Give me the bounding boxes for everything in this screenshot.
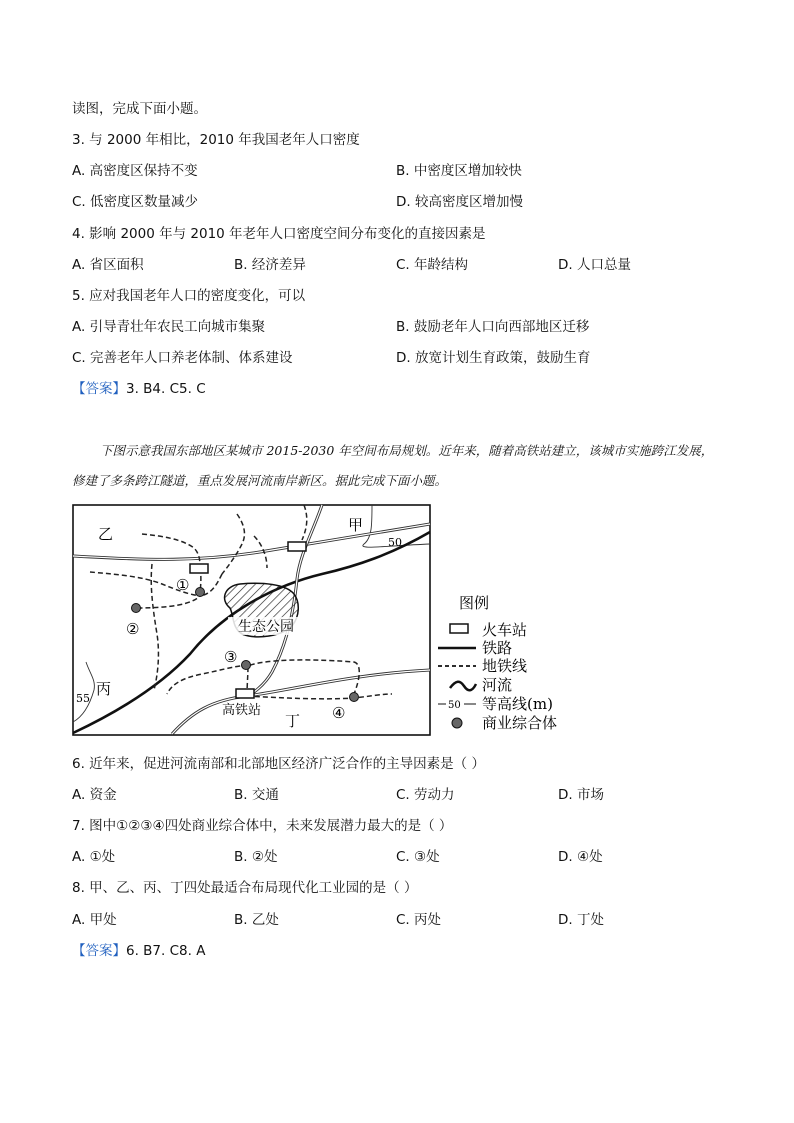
legend-river: 河流 xyxy=(482,676,513,694)
answer-text: 3. B4. C5. C xyxy=(126,381,206,397)
label-jia: 甲 xyxy=(348,516,364,534)
q8-option-a[interactable]: A. 甲处 xyxy=(72,912,117,928)
q3-option-b[interactable]: B. 中密度区增加较快 xyxy=(396,163,522,179)
q7-stem: 7. 图中①②③④四处商业综合体中，未来发展潜力最大的是（ ） xyxy=(72,818,453,834)
q8-option-d[interactable]: D. 丁处 xyxy=(558,912,604,928)
q5-stem: 5. 应对我国老年人口的密度变化，可以 xyxy=(72,288,306,304)
answer-block-1 xyxy=(72,380,206,398)
q8-option-b[interactable]: B. 乙处 xyxy=(234,912,279,928)
hsr-label: 高铁站 xyxy=(222,703,262,718)
q5-option-c[interactable]: C. 完善老年人口养老体制、体系建设 xyxy=(72,350,293,366)
marker-1: ① xyxy=(176,576,190,594)
q7-option-c[interactable]: C. ③处 xyxy=(396,849,440,865)
answer-tag: 【答案】 xyxy=(72,943,126,959)
marker-3: ③ xyxy=(224,648,238,666)
city-layout-map xyxy=(72,504,572,740)
commercial-complex-4 xyxy=(350,693,359,702)
legend-title: 图例 xyxy=(459,594,490,612)
label-yi: 乙 xyxy=(98,525,114,543)
answer-text: 6. B7. C8. A xyxy=(126,943,206,959)
contour-label-50: 50 xyxy=(388,536,402,549)
q3-stem: 3. 与 2000 年相比，2010 年我国老年人口密度 xyxy=(72,132,360,148)
label-bing: 丙 xyxy=(96,680,112,698)
q4-option-d[interactable]: D. 人口总量 xyxy=(558,257,631,273)
legend-contour: 等高线(m) xyxy=(482,695,553,713)
legend-subway: 地铁线 xyxy=(482,657,528,675)
label-ding: 丁 xyxy=(285,712,301,730)
contour-label-55: 55 xyxy=(76,692,90,705)
marker-4: ④ xyxy=(332,704,346,722)
intro-text: 读图，完成下面小题。 xyxy=(72,101,207,117)
hsr-station xyxy=(236,689,254,698)
q7-option-d[interactable]: D. ④处 xyxy=(558,849,603,865)
passage xyxy=(72,436,722,496)
q8-option-c[interactable]: C. 丙处 xyxy=(396,912,442,928)
q6-option-a[interactable]: A. 资金 xyxy=(72,787,117,803)
eco-park-label: 生态公园 xyxy=(238,619,294,635)
q6-stem: 6. 近年来，促进河流南部和北部地区经济广泛合作的主导因素是（ ） xyxy=(72,756,485,772)
map-legend xyxy=(438,594,557,732)
q5-option-a[interactable]: A. 引导青壮年农民工向城市集聚 xyxy=(72,319,266,335)
commercial-complex-1 xyxy=(196,588,205,597)
legend-railway: 铁路 xyxy=(482,639,513,657)
q7-option-a[interactable]: A. ①处 xyxy=(72,849,116,865)
legend-contour-sample: 50 xyxy=(448,700,461,711)
q8-stem: 8. 甲、乙、丙、丁四处最适合布局现代化工业园的是（ ） xyxy=(72,880,418,896)
q4-option-c[interactable]: C. 年龄结构 xyxy=(396,257,469,273)
q3-option-a[interactable]: A. 高密度区保持不变 xyxy=(72,163,198,179)
legend-commercial: 商业综合体 xyxy=(482,714,558,732)
answer-block-2 xyxy=(72,942,205,960)
q5-option-b[interactable]: B. 鼓励老年人口向西部地区迁移 xyxy=(396,319,590,335)
marker-2: ② xyxy=(126,620,140,638)
answer-tag: 【答案】 xyxy=(72,381,126,397)
train-station-2 xyxy=(288,542,306,551)
legend-commercial-icon xyxy=(452,718,462,728)
passage-text: 下图示意我国东部地区某城市 2015-2030 年空间布局规划。近年来，随着高铁站建立，该城市实施跨江发展，修建了多条跨江隧道，重点发展河流南岸新区。据此完成下面小题。 xyxy=(72,443,714,488)
q4-stem: 4. 影响 2000 年与 2010 年老年人口密度空间分布变化的直接因素是 xyxy=(72,226,486,242)
q4-option-b[interactable]: B. 经济差异 xyxy=(234,257,306,273)
q4-option-a[interactable]: A. 省区面积 xyxy=(72,257,144,273)
legend-river-icon xyxy=(450,682,476,691)
commercial-complex-2 xyxy=(132,604,141,613)
commercial-complex-3 xyxy=(242,661,251,670)
q6-option-b[interactable]: B. 交通 xyxy=(234,787,279,803)
q3-option-c[interactable]: C. 低密度区数量减少 xyxy=(72,194,199,210)
q6-option-c[interactable]: C. 劳动力 xyxy=(396,787,455,803)
q7-option-b[interactable]: B. ②处 xyxy=(234,849,278,865)
legend-station: 火车站 xyxy=(482,621,528,639)
train-station-1 xyxy=(190,564,208,573)
q6-option-d[interactable]: D. 市场 xyxy=(558,787,604,803)
q5-option-d[interactable]: D. 放宽计划生育政策，鼓励生育 xyxy=(396,350,591,366)
legend-station-icon xyxy=(450,624,468,633)
q3-option-d[interactable]: D. 较高密度区增加慢 xyxy=(396,194,523,210)
